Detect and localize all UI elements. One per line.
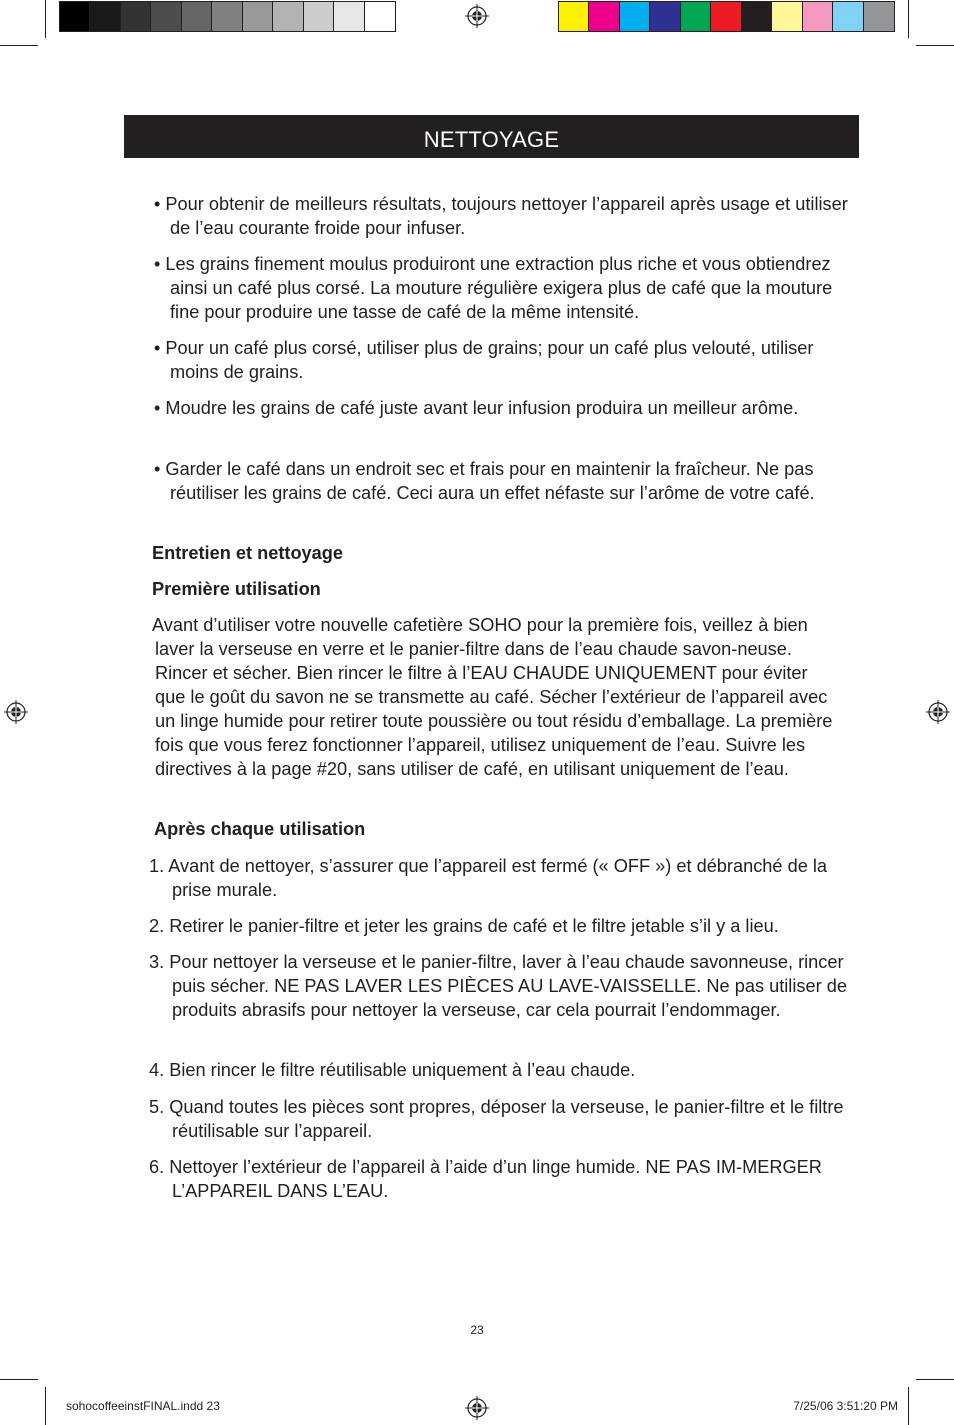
crop-mark — [0, 45, 38, 46]
bullet-item: • Pour un café plus corsé, utiliser plus de grains; pour un café plus velouté, utiliser moins de grains. — [154, 338, 814, 382]
color-swatch — [864, 2, 894, 31]
bullet-item: • Garder le café dans un endroit sec et frais pour en maintenir la fraîcheur. Ne pas réutiliser les grains de café. Ceci aura un effet néfaste sur l’arôme de votre café. — [154, 459, 815, 503]
color-swatch — [772, 2, 802, 31]
color-swatch — [681, 2, 711, 31]
bullet-item: • Moudre les grains de café juste avant leur infusion produira un meilleur arôme. — [154, 398, 799, 418]
color-swatch — [711, 2, 741, 31]
color-swatch — [742, 2, 772, 31]
crop-mark — [45, 0, 46, 38]
color-swatch — [121, 2, 151, 31]
color-swatch — [151, 2, 181, 31]
color-swatch — [365, 2, 395, 31]
color-swatch — [650, 2, 680, 31]
registration-mark-icon — [926, 700, 950, 724]
registration-mark-icon — [465, 4, 489, 28]
step-item: 6. Nettoyer l’extérieur de l’appareil à l’aide d’un linge humide. NE PAS IM-MERGER L’APPAREIL DANS L’EAU. — [149, 1157, 822, 1201]
color-swatch — [304, 2, 334, 31]
first-use-paragraph: Avant d’utiliser votre nouvelle cafetière SOHO pour la première fois, veillez à bien laver la verseuse en verre et le panier-filtre dans de l’eau chaude savon-neuse. Rincer et sécher. Bien rincer le filtre à l’EAU CHAUDE UNIQUEMENT pour éviter que le goût du savon ne se transmette au café. Sécher l’extérieur de l’appareil avec un linge humide pour retirer toute poussière ou tout résidu d’emballage. La première fois que vous ferez fonctionner l’appareil, utilisez uniquement de l’eau. Suivre les directives à la page #20, sans utiliser de café, en utilisant uniquement de l’eau. — [152, 615, 833, 779]
registration-mark-icon — [465, 1396, 489, 1420]
subheading-maintenance: Entretien et nettoyage — [152, 543, 344, 563]
color-swatch — [559, 2, 589, 31]
crop-mark — [45, 1387, 46, 1425]
crop-mark — [0, 1379, 38, 1380]
step-item: 2. Retirer le panier-filtre et jeter les grains de café et le filtre jetable s’il y a lieu. — [149, 916, 779, 936]
color-swatch — [589, 2, 619, 31]
process-color-bar — [558, 1, 895, 32]
step-item: 1. Avant de nettoyer, s’assurer que l’appareil est fermé (« OFF ») et débranché de la prise murale. — [149, 856, 828, 900]
timestamp: 7/25/06 3:51:20 PM — [793, 1399, 898, 1413]
bullet-item: • Pour obtenir de meilleurs résultats, toujours nettoyer l’appareil après usage et utiliser de l’eau courante froide pour infuser. — [154, 194, 848, 238]
color-swatch — [60, 2, 90, 31]
subheading-first-use: Première utilisation — [152, 579, 321, 599]
color-swatch — [620, 2, 650, 31]
color-swatch — [90, 2, 120, 31]
crop-mark — [908, 0, 909, 38]
color-swatch — [833, 2, 863, 31]
color-swatch — [803, 2, 833, 31]
crop-mark — [916, 1379, 954, 1380]
registration-mark-icon — [4, 700, 28, 724]
color-swatch — [334, 2, 364, 31]
section-header: NETTOYAGE — [124, 115, 859, 158]
color-swatch — [182, 2, 212, 31]
crop-mark — [908, 1387, 909, 1425]
file-slug: sohocoffeeinstFINAL.indd 23 — [66, 1399, 220, 1413]
step-item: 3. Pour nettoyer la verseuse et le panier-filtre, laver à l’eau chaude savonneuse, rincer puis sécher. NE PAS LAVER LES PIÈCES AU LAVE-VAISSELLE. Ne pas utiliser de produits abrasifs pour nettoyer la verseuse, car cela pourrait l’endommager. — [149, 952, 847, 1020]
color-swatch — [273, 2, 303, 31]
grayscale-color-bar — [59, 1, 396, 32]
bullet-item: • Les grains finement moulus produiront une extraction plus riche et vous obtiendrez ainsi un café plus corsé. La mouture régulière exigera plus de café que la mouture fine pour produire une tasse de café de la même intensité. — [154, 254, 833, 322]
step-item: 4. Bien rincer le filtre réutilisable uniquement à l’eau chaude. — [149, 1060, 636, 1080]
page-number: 23 — [470, 1323, 484, 1337]
step-item: 5. Quand toutes les pièces sont propres, déposer la verseuse, le panier-filtre et le filtre réutilisable sur l’appareil. — [149, 1097, 844, 1141]
subheading-after-use: Après chaque utilisation — [154, 819, 366, 839]
color-swatch — [243, 2, 273, 31]
color-swatch — [212, 2, 242, 31]
crop-mark — [916, 45, 954, 46]
